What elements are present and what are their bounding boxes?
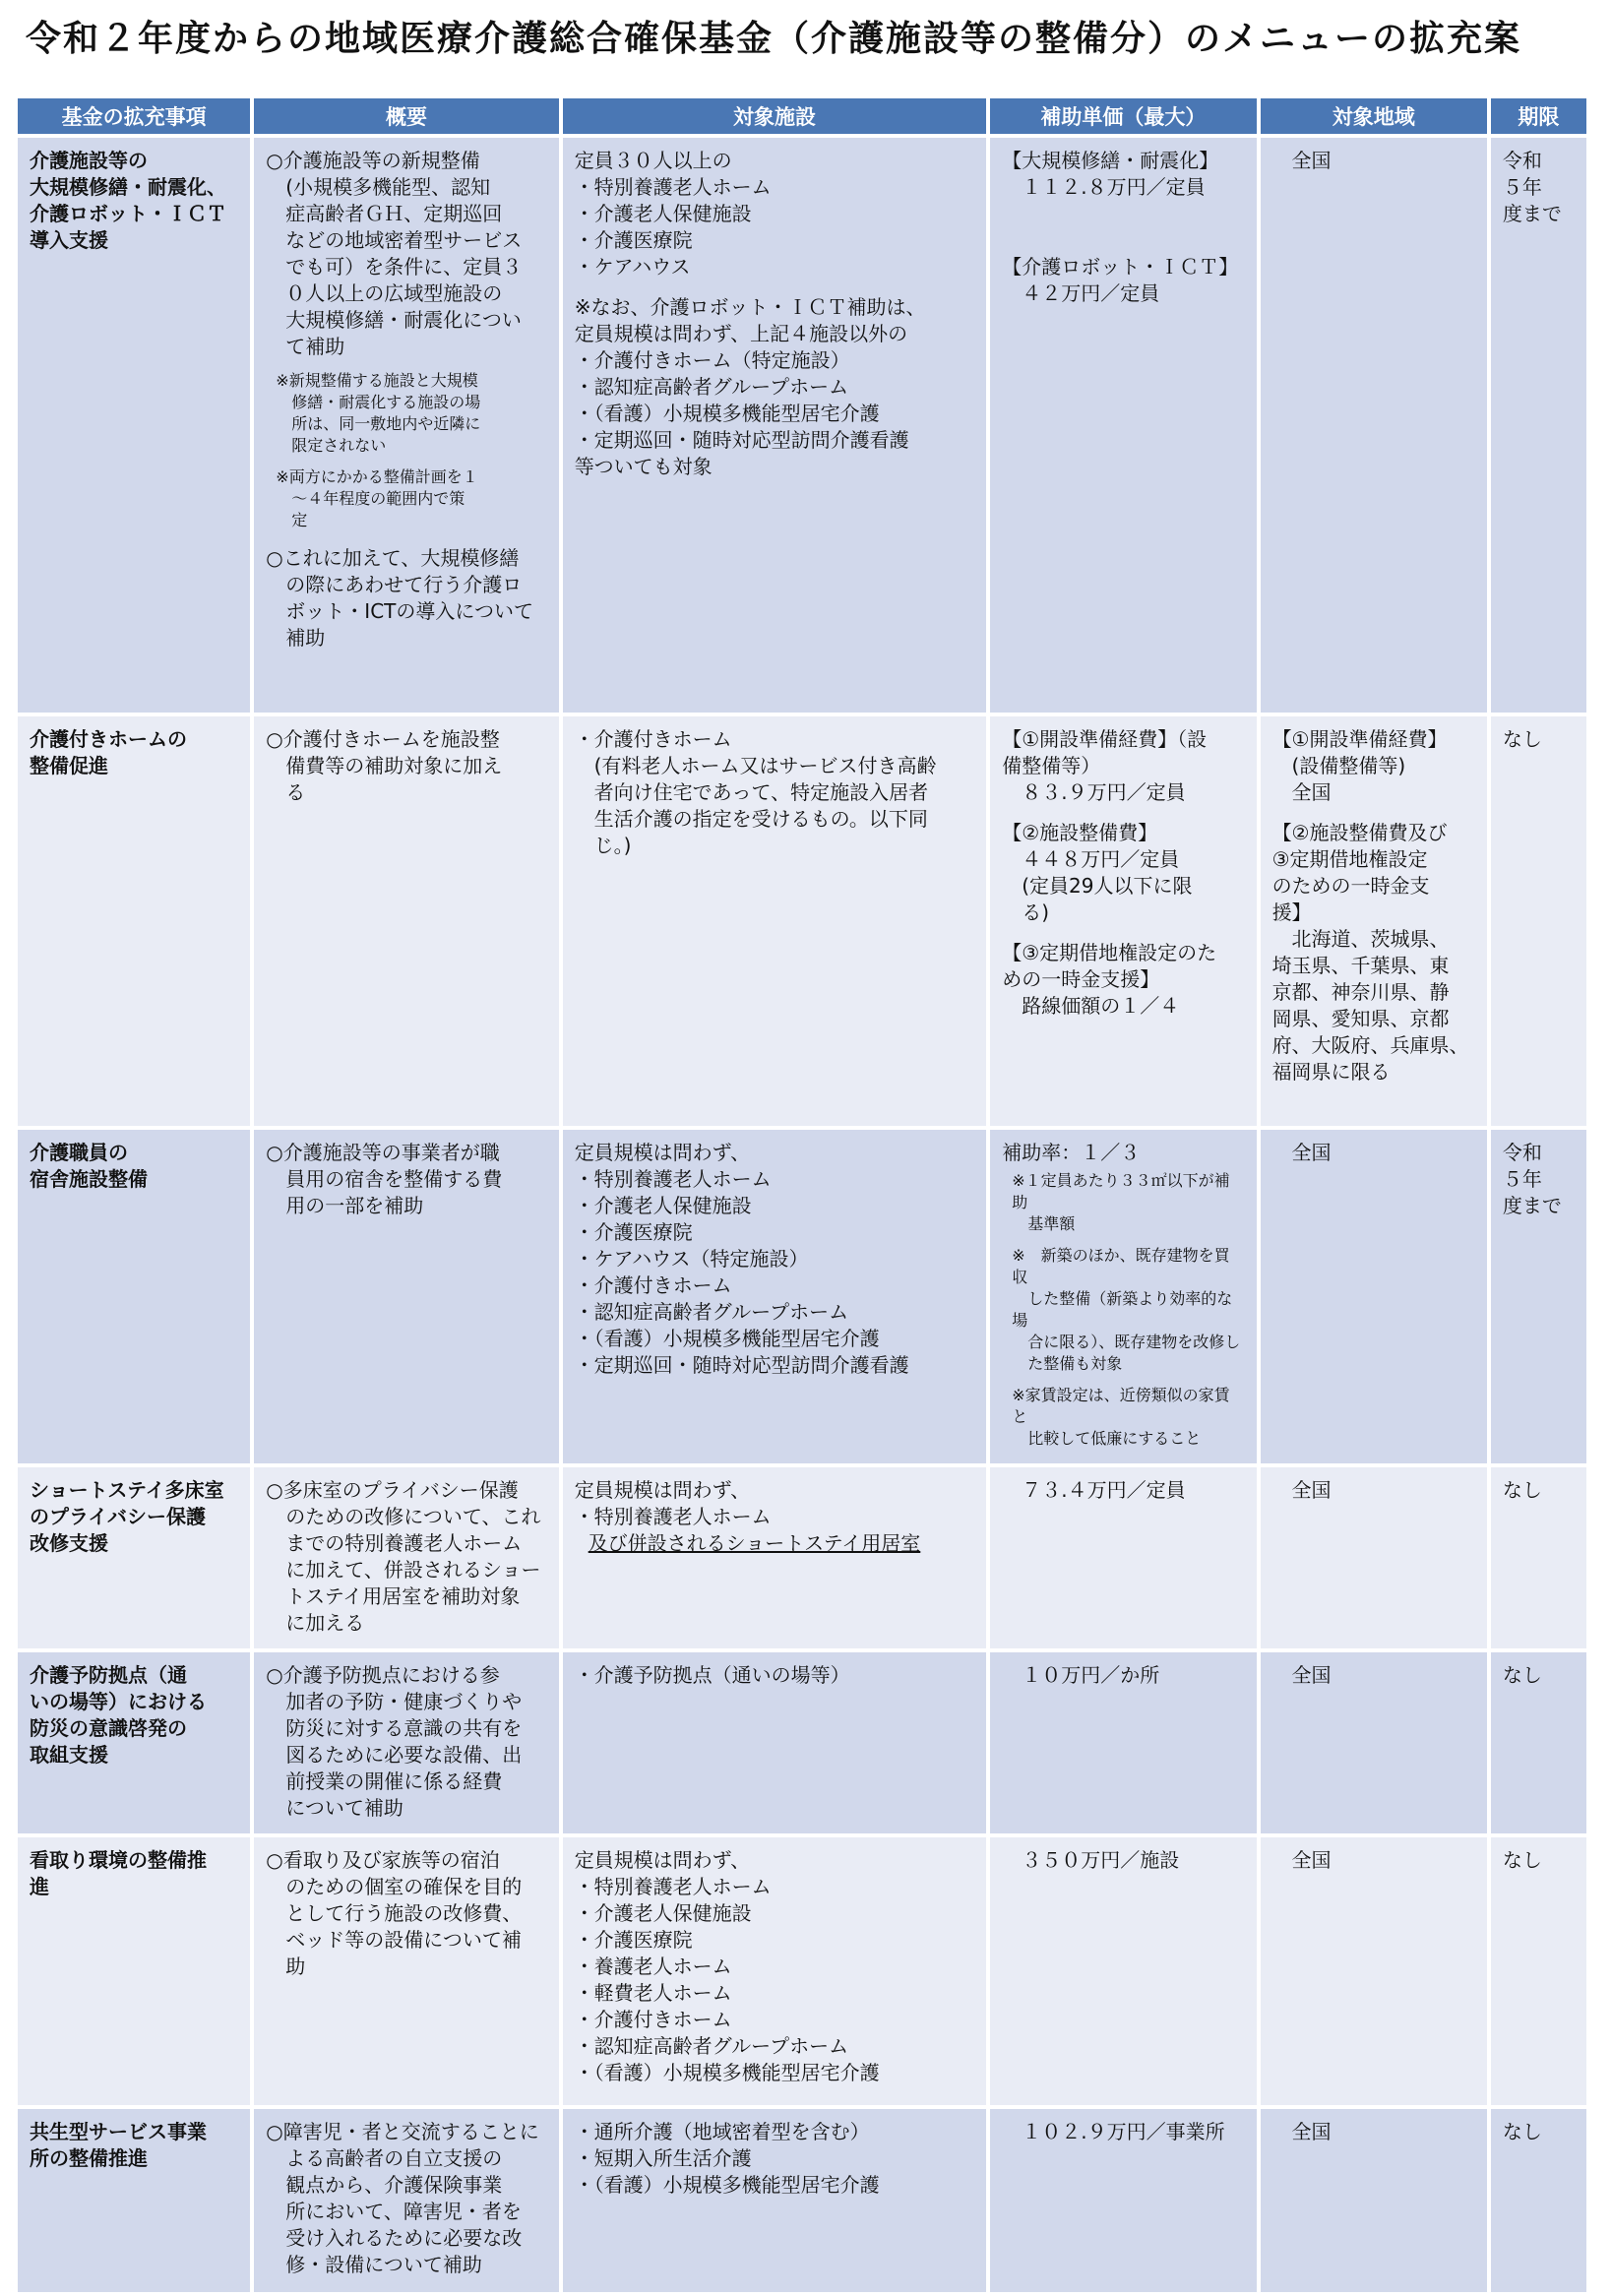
overview-cell (254, 1467, 558, 1648)
text-line: 前授業の開催に係る経費 (266, 1769, 503, 1793)
region-cell (1261, 1130, 1487, 1463)
text-line: ・養護老人ホーム (574, 1955, 732, 1978)
text-line: 援】 (1271, 900, 1312, 924)
subsidy-cell (990, 1467, 1256, 1648)
text-line: 介護ロボット・ＩＣＴ (30, 202, 226, 225)
text-line: 全国 (1271, 1478, 1332, 1502)
text-line: ・特別養護老人ホーム (574, 1167, 772, 1191)
item-cell (18, 1130, 250, 1463)
item-cell (18, 1652, 250, 1833)
text-line: ○介護予防拠点における参 (266, 1663, 500, 1687)
deadline-cell (1491, 1652, 1586, 1833)
header-deadline: 期限 (1491, 98, 1586, 134)
region-text (1272, 726, 1475, 806)
text-line: 備費等の補助対象に加え (266, 754, 503, 777)
text-line: なし (1502, 2120, 1542, 2143)
text-line: 府、大阪府、兵庫県、 (1271, 1033, 1469, 1057)
text-line: について補助 (266, 1796, 403, 1820)
text-line: ・（看護）小規模多機能型居宅介護 (574, 2173, 880, 2197)
text-line: ・（看護）小規模多機能型居宅介護 (574, 1327, 880, 1350)
text-line: ・認知症高齢者グループホーム (574, 1300, 849, 1324)
text-line: ○介護施設等の事業者が職 (266, 1141, 500, 1164)
text-line: (有料老人ホーム又はサービス付き高齢 (574, 754, 937, 777)
text-line: いの場等）における (30, 1690, 207, 1713)
text-line: 導入支援 (30, 228, 108, 252)
text-line: ○介護施設等の新規整備 (266, 149, 480, 172)
text-line: ・（看護）小規模多機能型居宅介護 (574, 2061, 880, 2084)
text-line: めの一時金支援】 (1002, 967, 1160, 991)
text-line: に加えて、併設されるショー (266, 1558, 541, 1582)
text-line: ・介護老人保健施設 (574, 202, 752, 225)
text-line: ・軽費老人ホーム (574, 1981, 732, 2005)
text-line: ・認知症高齢者グループホーム (574, 375, 849, 399)
text-line: 症高齢者ＧＨ、定期巡回 (266, 202, 503, 225)
text-line: ０人以上の広域型施設の (266, 281, 503, 305)
text-line: ５年 (1502, 1167, 1542, 1191)
text-line: 助 (266, 1955, 306, 1978)
text-line: 加者の予防・健康づくりや (266, 1690, 523, 1713)
subsidy-cell (990, 716, 1256, 1126)
text-line: 路線価額の１／４ (1002, 994, 1180, 1018)
subsidy-note: ※１定員あたり３３㎡以下が補助 基準額 (1012, 1171, 1230, 1233)
region-cell (1261, 1652, 1487, 1833)
text-line: ・ケアハウス（特定施設） (574, 1247, 809, 1271)
text-line: なし (1502, 727, 1542, 751)
text-line: 用の一部を補助 (266, 1194, 424, 1217)
deadline-cell (1491, 138, 1586, 713)
text-line: 取組支援 (30, 1743, 108, 1767)
subsidy-text (1002, 726, 1244, 806)
text-line: 全国 (1271, 1141, 1332, 1164)
deadline-cell (1491, 2109, 1586, 2292)
text-line: ・介護医療院 (574, 1928, 693, 1952)
item-cell (18, 138, 250, 713)
text-line: に加える (266, 1611, 365, 1635)
header-overview: 概要 (254, 98, 558, 134)
text-line: 受け入れるために必要な改 (266, 2226, 523, 2250)
table-row (18, 1467, 1586, 1648)
facilities-underlined-text: 及び併設されるショートステイ用居室 (588, 1531, 921, 1555)
text-line: ・認知症高齢者グループホーム (574, 2034, 849, 2058)
text-line: のための一時金支 (1271, 874, 1430, 898)
region-cell (1261, 1837, 1487, 2105)
overview-note: ※新規整備する施設と大規模 修繕・耐震化する施設の場 所は、同一敷地内や近隣に 限定されない (276, 371, 481, 455)
text-line: 【②施設整備費及び (1271, 821, 1448, 844)
subsidy-note: ※ 新築のほか、既存建物を買収 した整備（新築より効率的な場 合に限る）、既存建物を改修し た整備も対象 (1012, 1246, 1241, 1373)
facilities-cell (563, 716, 987, 1126)
expansion-table (14, 94, 1590, 2296)
page-title: 令和２年度からの地域医療介護総合確保基金（介護施設等の整備分）のメニューの拡充案 (26, 19, 1522, 59)
text-line: 定員規模は問わず、上記４施設以外の (574, 322, 908, 345)
text-line: トステイ用居室を補助対象 (266, 1584, 521, 1608)
text-line: ○これに加えて、大規模修繕 (266, 546, 520, 570)
text-line: でも可）を条件に、定員３ (266, 255, 523, 279)
text-line: ※なお、介護ロボット・ＩＣＴ補助は、 (574, 295, 926, 319)
text-line: 補助率：１／３ (1002, 1141, 1141, 1164)
overview-cell (254, 1130, 558, 1463)
text-line: 【①開設準備経費】 (1271, 727, 1448, 751)
region-cell (1261, 138, 1487, 713)
text-line: 介護施設等の (30, 149, 148, 172)
text-line: 【③定期借地権設定のた (1002, 941, 1217, 964)
overview-cell (254, 138, 558, 713)
text-line: ・特別養護老人ホーム (574, 1875, 772, 1898)
table-row (18, 716, 1586, 1126)
text-line: 全国 (1271, 149, 1332, 172)
text-line: 者向け住宅であって、特定施設入居者 (574, 780, 929, 804)
overview-note: ※両方にかかる整備計画を１ ～４年程度の範囲内で策 定 (276, 467, 478, 529)
deadline-cell (1491, 716, 1586, 1126)
text-line: 令和 (1502, 149, 1542, 172)
text-line: 看取り環境の整備推 (30, 1848, 207, 1872)
text-line: る) (1002, 900, 1050, 924)
text-line: 修・設備について補助 (266, 2253, 482, 2276)
facilities-text: ・特別養護老人ホーム (574, 1505, 772, 1528)
text-line: ・介護老人保健施設 (574, 1901, 752, 1925)
text-line: よる高齢者の自立支援の (266, 2146, 503, 2170)
item-cell (18, 2109, 250, 2292)
text-line: 介護予防拠点（通 (30, 1663, 187, 1687)
facilities-cell (563, 138, 987, 713)
overview-text (266, 545, 546, 652)
subsidy-text (1002, 820, 1244, 926)
header-facilities: 対象施設 (563, 98, 987, 134)
text-line: ・介護医療院 (574, 1220, 693, 1244)
text-line: 大規模修繕・耐震化、 (30, 175, 226, 199)
facilities-cell (563, 2109, 987, 2292)
text-line: ・（看護）小規模多機能型居宅介護 (574, 402, 880, 425)
text-line: として行う施設の改修費、 (266, 1901, 523, 1925)
deadline-cell (1491, 1837, 1586, 2105)
text-line: 全国 (1271, 1848, 1332, 1872)
text-line: ○介護付きホームを施設整 (266, 727, 500, 751)
text-line: 【①開設準備経費】（設 (1002, 727, 1208, 751)
text-line: なし (1502, 1478, 1542, 1502)
facilities-text: 定員規模は問わず、 (574, 1478, 751, 1502)
subsidy-cell (990, 1837, 1256, 2105)
text-line: 所において、障害児・者を (266, 2200, 522, 2223)
text-line: 等ついても対象 (574, 455, 713, 478)
subsidy-note: ※家賃設定は、近傍類似の家賃と 比較して低廉にすること (1012, 1386, 1230, 1448)
text-line: 岡県、愛知県、京都 (1271, 1007, 1450, 1030)
text-line: ３５０万円／施設 (1002, 1848, 1180, 1872)
region-cell (1261, 716, 1487, 1126)
text-line: 福岡県に限る (1271, 1060, 1391, 1084)
overview-cell (254, 1837, 558, 2105)
text-line: 宿舎施設整備 (30, 1167, 148, 1191)
region-cell (1261, 2109, 1487, 2292)
text-line: ・通所介護（地域密着型を含む） (574, 2120, 870, 2143)
facilities-cell (563, 1652, 987, 1833)
text-line: 【大規模修繕・耐震化】 (1002, 149, 1219, 172)
region-cell (1261, 1467, 1487, 1648)
deadline-cell (1491, 1467, 1586, 1648)
text-line: 大規模修繕・耐震化につい (266, 308, 522, 332)
text-line: 介護職員の (30, 1141, 128, 1164)
text-line: １０２.９万円／事業所 (1002, 2120, 1225, 2143)
table-row (18, 1652, 1586, 1833)
text-line: 全国 (1271, 2120, 1332, 2143)
text-line: 定員規模は問わず、 (574, 1848, 751, 1872)
text-line: 防災の意識啓発の (30, 1716, 187, 1740)
text-line: 員用の宿舎を整備する費 (266, 1167, 503, 1191)
facilities-cell (563, 1837, 987, 2105)
text-line: ７３.４万円／定員 (1002, 1478, 1186, 1502)
text-line: 図るために必要な設備、出 (266, 1743, 523, 1767)
header-region: 対象地域 (1261, 98, 1487, 134)
text-line: 共生型サービス事業 (30, 2120, 207, 2143)
subsidy-cell (990, 2109, 1256, 2292)
text-line: なし (1502, 1848, 1542, 1872)
text-line: ベッド等の設備について補 (266, 1928, 522, 1952)
overview-cell (254, 1652, 558, 1833)
text-line: 介護付きホームの (30, 727, 187, 751)
text-line: 防災に対する意識の共有を (266, 1716, 523, 1740)
text-line: ③定期借地権設定 (1271, 847, 1428, 871)
subsidy-cell (990, 1652, 1256, 1833)
text-line: ・介護付きホーム（特定施設） (574, 348, 850, 372)
text-line: 全国 (1271, 1663, 1332, 1687)
text-line: 補助 (266, 626, 326, 650)
text-line: じ。) (574, 834, 632, 857)
text-line: 度まで (1502, 202, 1562, 225)
facilities-cell (563, 1130, 987, 1463)
item-cell (18, 716, 250, 1126)
text-line: 埼玉県、千葉県、東 (1271, 954, 1450, 977)
text-line: ・短期入所生活介護 (574, 2146, 752, 2170)
text-line: る (266, 780, 306, 804)
text-line: ８３.９万円／定員 (1002, 780, 1186, 804)
text-line: 令和 (1502, 1141, 1542, 1164)
subsidy-text (1002, 1140, 1244, 1166)
text-line: なし (1502, 1663, 1542, 1687)
text-line: の際にあわせて行う介護ロ (266, 573, 523, 596)
text-line: 生活介護の指定を受けるもの。以下同 (574, 807, 928, 831)
text-line: ・介護付きホーム (574, 1273, 732, 1297)
text-line: 定員３０人以上の (574, 149, 732, 172)
facilities-text (575, 294, 975, 480)
subsidy-text (1002, 254, 1244, 307)
text-line: ○多床室のプライバシー保護 (266, 1478, 519, 1502)
text-line: 京都、神奈川県、静 (1271, 980, 1450, 1004)
text-line: ・介護予防拠点（通いの場等） (574, 1663, 850, 1687)
item-cell (18, 1837, 250, 2105)
text-line: 【介護ロボット・ＩＣＴ】 (1002, 255, 1239, 279)
text-line: のための改修について、これ (266, 1505, 541, 1528)
subsidy-text (1002, 940, 1244, 1020)
item-cell (18, 1467, 250, 1648)
subsidy-cell (990, 138, 1256, 713)
text-line: 観点から、介護保険事業 (266, 2173, 503, 2197)
text-line: ・介護老人保健施設 (574, 1194, 752, 1217)
table-row (18, 2109, 1586, 2292)
text-line: ・介護医療院 (574, 228, 693, 252)
text-line: ４２万円／定員 (1002, 281, 1160, 305)
text-line: ・介護付きホーム (574, 727, 732, 751)
text-line: て補助 (266, 335, 345, 358)
text-line: 全国 (1271, 780, 1332, 804)
header-subsidy: 補助単価（最大） (990, 98, 1256, 134)
text-line: 北海道、茨城県、 (1271, 927, 1450, 951)
facilities-text (575, 148, 975, 280)
text-line: ・ケアハウス (574, 255, 691, 279)
region-text (1272, 820, 1475, 1086)
overview-cell (254, 2109, 558, 2292)
subsidy-cell (990, 1130, 1256, 1463)
text-line: (設備整備等) (1271, 754, 1406, 777)
text-line: 【②施設整備費】 (1002, 821, 1158, 844)
text-line: ・介護付きホーム (574, 2008, 732, 2031)
text-line: ５年 (1502, 175, 1542, 199)
text-line: ボット・ICTの導入について (266, 599, 533, 623)
text-line: 度まで (1502, 1194, 1562, 1217)
text-line: 所の整備推進 (30, 2146, 148, 2170)
table-row (18, 1130, 1586, 1463)
text-line: 進 (30, 1875, 49, 1898)
text-line: 定員規模は問わず、 (574, 1141, 751, 1164)
subsidy-text (1002, 148, 1244, 201)
text-line: 整備促進 (30, 754, 108, 777)
text-line: １１２.８万円／定員 (1002, 175, 1206, 199)
text-line: ○障害児・者と交流することに (266, 2120, 539, 2143)
header-row (18, 98, 1586, 134)
text-line: ・特別養護老人ホーム (574, 175, 772, 199)
text-line: のための個室の確保を目的 (266, 1875, 523, 1898)
overview-text (266, 148, 546, 360)
text-line: ・定期巡回・随時対応型訪問介護看護 (574, 428, 909, 452)
facilities-cell (563, 1467, 987, 1648)
text-line: (小規模多機能型、認知 (266, 175, 491, 199)
text-line: までの特別養護老人ホーム (266, 1531, 523, 1555)
text-line: ショートステイ多床室 (30, 1478, 224, 1502)
header-item: 基金の拡充事項 (18, 98, 250, 134)
deadline-cell (1491, 1130, 1586, 1463)
text-line: (定員29人以下に限 (1002, 874, 1193, 898)
table-row (18, 1837, 1586, 2105)
text-line: ○看取り及び家族等の宿泊 (266, 1848, 500, 1872)
table-row (18, 138, 1586, 713)
text-line: １０万円／か所 (1002, 1663, 1160, 1687)
text-line: などの地域密着型サービス (266, 228, 523, 252)
overview-cell (254, 716, 558, 1126)
text-line: のプライバシー保護 (30, 1505, 206, 1528)
text-line: ４４８万円／定員 (1002, 847, 1180, 871)
text-line: 備整備等） (1002, 754, 1101, 777)
text-line: 改修支援 (30, 1531, 108, 1555)
text-line: ・定期巡回・随時対応型訪問介護看護 (574, 1353, 909, 1377)
